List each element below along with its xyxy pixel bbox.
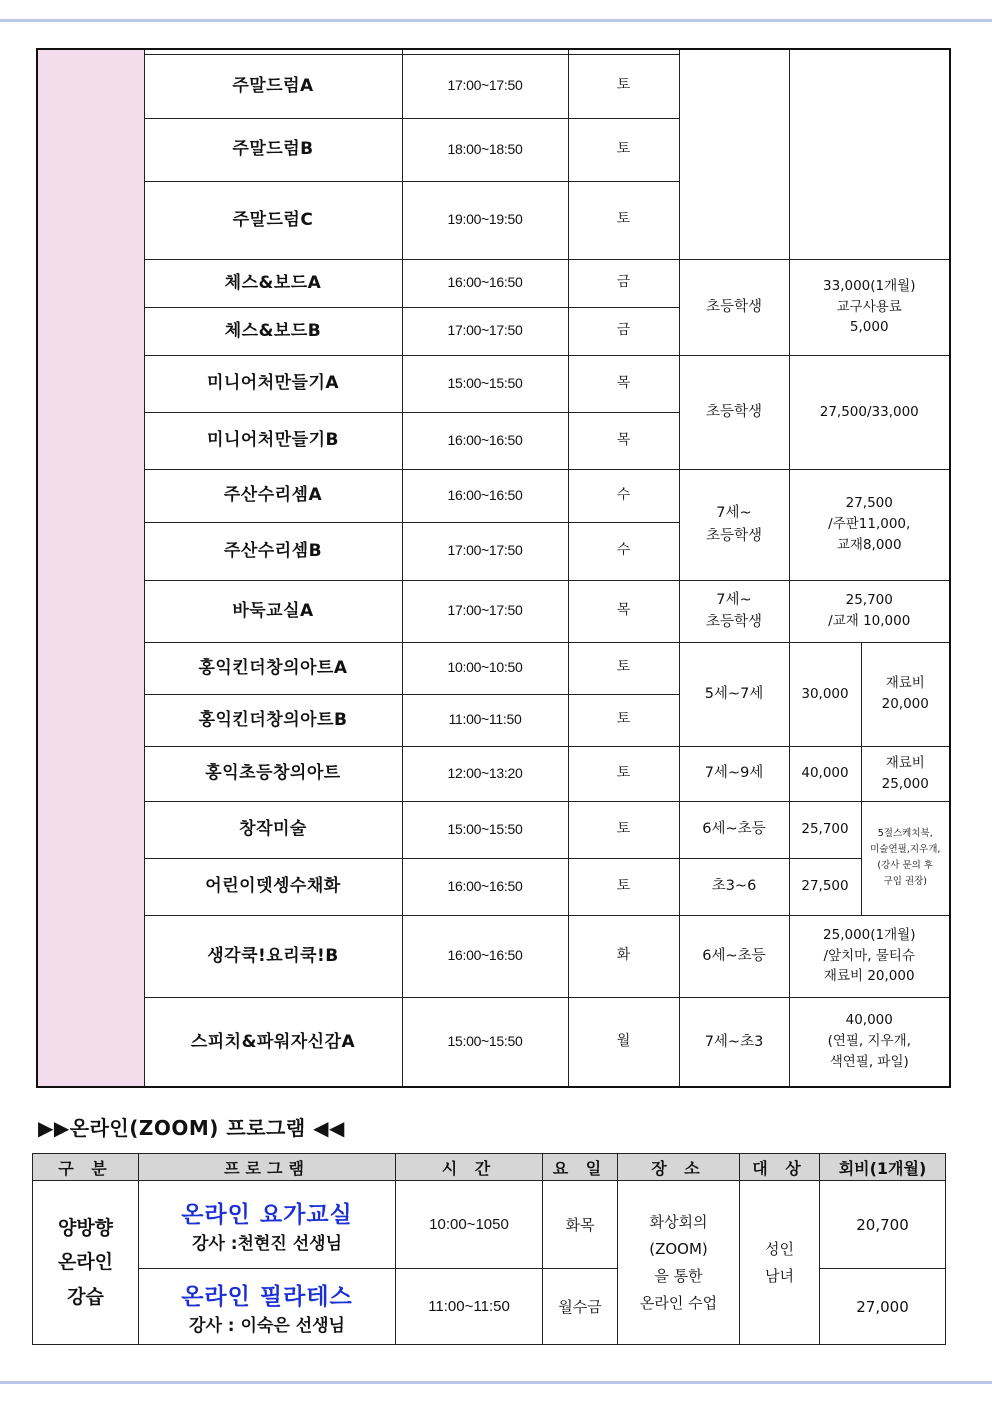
place-line: 온라인 수업 [639,1293,718,1312]
class-day: 토 [568,118,679,181]
online-program-table [32,1153,946,1345]
class-time: 16:00~16:50 [402,469,568,522]
class-day: 토 [568,746,679,801]
fee-cell [789,915,950,997]
class-time: 16:00~16:50 [402,259,568,307]
class-time: 17:00~17:50 [402,580,568,642]
target-line: 7세~ [716,505,752,522]
material-note-line: (강사 문의 후 [877,860,934,871]
fee-cell: 27,500/33,000 [789,355,950,469]
header-category: 구 분 [33,1154,139,1181]
program-name: 바둑교실A [144,580,402,642]
program-schedule-table [36,48,951,1088]
class-day: 토 [568,54,679,118]
online-fee: 27,000 [820,1269,946,1345]
class-day: 월 [568,997,679,1087]
class-time: 18:00~18:50 [402,118,568,181]
program-name: 홍익킨더창의아트A [144,642,402,694]
online-program-cell [139,1181,396,1269]
fee-line: 25,000(1개월) [823,926,916,943]
material-line: 20,000 [881,696,929,712]
program-name: 스피치&파워자신감A [144,997,402,1087]
program-name: 주산수리셈B [144,522,402,580]
header-time: 시 간 [396,1154,543,1181]
online-day: 화목 [543,1181,618,1269]
top-border-line [0,19,992,22]
class-time: 16:00~16:50 [402,858,568,915]
target-line: 초등학생 [705,527,763,544]
fee-line: /교재 10,000 [828,613,911,629]
fee-cell [789,997,950,1087]
class-day: 수 [568,522,679,580]
class-time: 16:00~16:50 [402,412,568,469]
class-day: 토 [568,181,679,259]
fee-line: /주판11,000, [828,516,911,533]
fee-line: 교구사용료 [836,298,902,315]
material-line: 재료비 [885,754,925,771]
material-line: 재료비 [885,675,925,692]
program-name: 미니어처만들기A [144,355,402,412]
target-cell: 7세~초3 [679,997,789,1087]
program-name: 생각쿡!요리쿡!B [144,915,402,997]
class-time: 11:00~11:50 [402,694,568,746]
class-day: 토 [568,642,679,694]
category-cell [37,49,144,1087]
online-fee: 20,700 [820,1181,946,1269]
class-time: 12:00~13:20 [402,746,568,801]
material-fee-cell [861,642,950,746]
program-name: 창작미술 [144,801,402,858]
fee-cell [789,259,950,355]
class-time: 15:00~15:50 [402,997,568,1087]
fee-cell [789,580,950,642]
class-day: 금 [568,307,679,355]
group-line: 강습 [67,1285,104,1308]
bottom-border-line [0,1381,992,1384]
header-day: 요 일 [543,1154,618,1181]
program-name: 체스&보드B [144,307,402,355]
class-time: 17:00~17:50 [402,54,568,118]
header-fee: 회비(1개월) [820,1154,946,1181]
fee-cell: 30,000 [789,642,861,746]
material-note-line: 구입 권장) [883,876,927,888]
fee-line: 색연필, 파일) [829,1054,909,1071]
class-day: 수 [568,469,679,522]
target-cell [679,580,789,642]
target-cell: 초등학생 [679,355,789,469]
material-line: 25,000 [881,775,929,792]
class-time: 19:00~19:50 [402,181,568,259]
online-section-title: ▶▶온라인(ZOOM) 프로그램 ◀◀ [38,1116,345,1140]
place-line: 을 통한 [654,1266,703,1285]
class-day: 토 [568,858,679,915]
online-time: 11:00~11:50 [396,1269,543,1345]
online-program-cell [139,1269,396,1345]
target-line: 초등학생 [705,614,763,630]
fee-line: (연필, 지우개, [827,1033,911,1050]
target-cell [679,469,789,580]
fee-cell [789,469,950,580]
class-time: 17:00~17:50 [402,522,568,580]
material-fee-cell [861,746,950,801]
online-teacher: 강사 :천현진 선생님 [191,1233,342,1254]
header-program: 프로그램 [139,1154,396,1181]
fee-line: 재료비 20,000 [823,968,915,985]
program-name: 미니어처만들기B [144,412,402,469]
online-time: 10:00~1050 [396,1181,543,1269]
program-name: 어린이뎃셍수채화 [144,858,402,915]
online-target-cell [740,1181,820,1345]
class-day: 금 [568,259,679,307]
fee-line: 25,700 [845,592,893,609]
fee-line: 교재8,000 [836,536,902,553]
fee-cell-drum [789,49,950,259]
target-line: 7세~ [716,591,752,608]
online-group-cell [33,1181,139,1345]
target-cell: 6세~초등 [679,801,789,858]
place-line: (ZOOM) [649,1239,708,1258]
fee-cell: 25,700 [789,801,861,858]
class-time: 15:00~15:50 [402,355,568,412]
target-cell-drum [679,49,789,259]
class-time: 15:00~15:50 [402,801,568,858]
program-name: 주말드럼B [144,118,402,181]
target-cell: 5세~7세 [679,642,789,746]
fee-line: 33,000(1개월) [823,277,916,294]
program-name: 주산수리셈A [144,469,402,522]
fee-cell: 40,000 [789,746,861,801]
group-line: 양방향 [57,1217,114,1240]
online-program-name: 온라인 요가교실 [181,1201,353,1228]
program-name: 체스&보드A [144,259,402,307]
fee-line: 27,500 [845,495,893,512]
target-cell: 6세~초등 [679,915,789,997]
material-note-line: 미술연필,지우개, [870,843,941,855]
class-day: 목 [568,580,679,642]
target-cell: 초3~6 [679,858,789,915]
target-cell: 초등학생 [679,259,789,355]
class-day: 목 [568,412,679,469]
online-day: 월수금 [543,1269,618,1345]
art-material-note [861,801,950,915]
target-cell: 7세~9세 [679,746,789,801]
online-teacher: 강사 : 이숙은 선생님 [189,1315,345,1336]
header-target: 대 상 [740,1154,820,1181]
program-name: 주말드럼A [144,54,402,118]
class-time: 10:00~10:50 [402,642,568,694]
material-note-line: 5절스케치북, [877,827,933,839]
class-day: 토 [568,801,679,858]
class-day: 목 [568,355,679,412]
online-place-cell [618,1181,740,1345]
program-name: 주말드럼C [144,181,402,259]
target-line: 남녀 [765,1266,794,1285]
fee-line: 40,000 [845,1012,893,1029]
header-place: 장 소 [618,1154,740,1181]
class-time: 17:00~17:50 [402,307,568,355]
class-day: 토 [568,694,679,746]
fee-line: /앞치마, 물티슈 [823,947,915,964]
target-line: 성인 [765,1239,794,1258]
place-line: 화상회의 [649,1212,708,1231]
online-program-name: 온라인 필라테스 [181,1283,353,1310]
program-name: 홍익초등창의아트 [144,746,402,801]
class-day: 화 [568,915,679,997]
fee-cell: 27,500 [789,858,861,915]
fee-line: 5,000 [849,319,889,336]
class-time: 16:00~16:50 [402,915,568,997]
program-name: 홍익킨더창의아트B [144,694,402,746]
group-line: 온라인 [57,1251,114,1274]
